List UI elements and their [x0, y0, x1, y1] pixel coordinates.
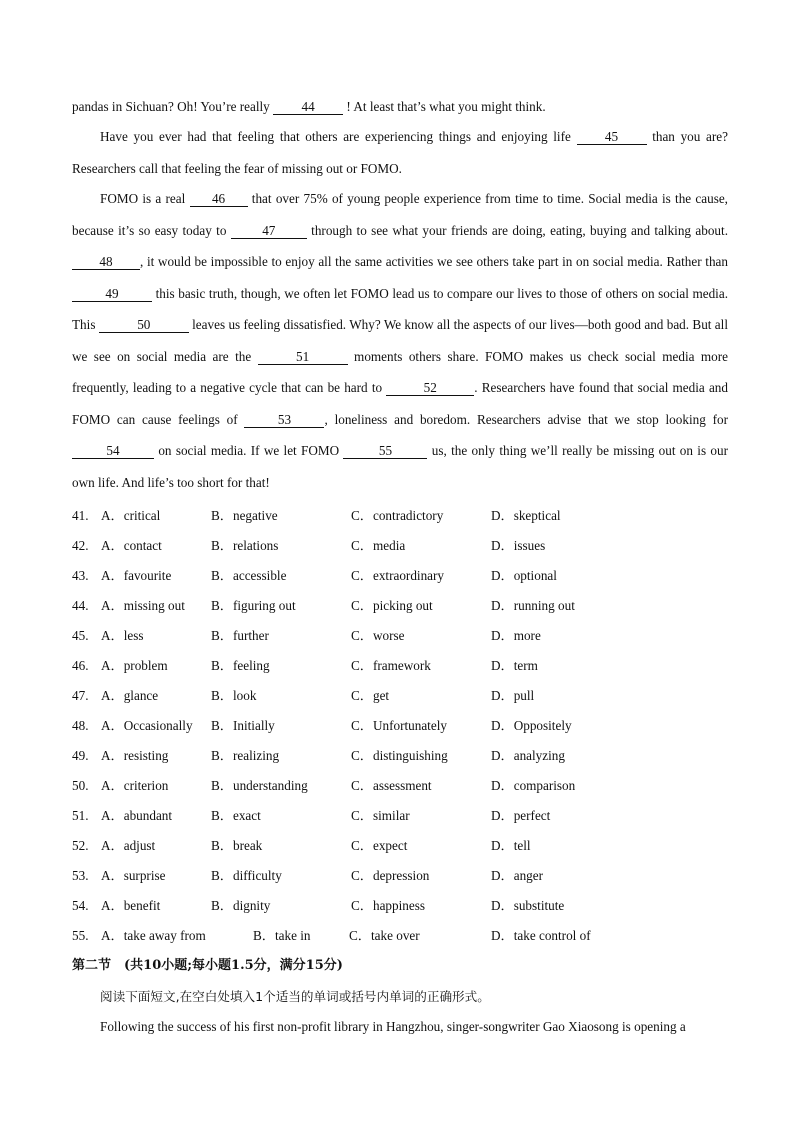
option-a: A．critical	[101, 508, 161, 523]
option-d: D．Oppositely	[491, 718, 572, 733]
option-c: C．take over	[349, 928, 420, 943]
option-a: A．surprise	[101, 868, 166, 883]
option-d: D．running out	[491, 598, 575, 613]
option-c: C．depression	[351, 868, 430, 883]
option-d: D．term	[491, 658, 538, 673]
option-row-53: 53. A．surprise B．difficulty C．depression D．anger	[72, 861, 728, 891]
option-b: B．take in	[253, 928, 311, 943]
option-b: B．dignity	[211, 898, 271, 913]
option-row-49: 49. A．resisting B．realizing C．distinguishing D．analyzing	[72, 741, 728, 771]
passage-paragraph-1: pandas in Sichuan? Oh! You’re really 44 ! At least that’s what you might think.	[72, 99, 546, 114]
option-c: C．expect	[351, 838, 408, 853]
option-d: D．take control of	[491, 928, 591, 943]
option-b: B．Initially	[211, 718, 275, 733]
option-c: C．extraordinary	[351, 568, 445, 583]
blank-51: 51	[258, 350, 348, 365]
option-b: B．accessible	[211, 568, 287, 583]
option-d: D．pull	[491, 688, 535, 703]
option-row-55: 55. A．take away from B．take in C．take over D．take control of	[72, 921, 728, 951]
option-d: D．issues	[491, 538, 546, 553]
option-b: B．figuring out	[211, 598, 296, 613]
option-row-54: 54. A．benefit B．dignity C．happiness D．substitute	[72, 891, 728, 921]
option-b: B．feeling	[211, 658, 270, 673]
passage-2-first-line: Following the success of his first non-profit library in Hangzhou, singer-songwriter Gao Xiaosong is opening a	[100, 1019, 686, 1034]
blank-47: 47	[231, 224, 307, 239]
blank-48: 48	[72, 255, 140, 270]
option-d: D．perfect	[491, 808, 551, 823]
option-b: B．exact	[211, 808, 261, 823]
blank-44: 44	[273, 100, 343, 115]
option-d: D．skeptical	[491, 508, 561, 523]
option-b: B．relations	[211, 538, 279, 553]
option-c: C．contradictory	[351, 508, 444, 523]
option-a: A．Occasionally	[101, 718, 193, 733]
option-a: A．resisting	[101, 748, 169, 763]
option-row-46: 46. A．problem B．feeling C．framework D．term	[72, 651, 728, 681]
option-c: C．picking out	[351, 598, 433, 613]
option-c: C．assessment	[351, 778, 432, 793]
option-c: C．Unfortunately	[351, 718, 447, 733]
option-c: C．media	[351, 538, 406, 553]
option-a: A．missing out	[101, 598, 185, 613]
option-c: C．worse	[351, 628, 405, 643]
passage-paragraph-2: Have you ever had that feeling that others are experiencing things and enjoying life 45 than you are? Researchers call that feeling the fear of missing out or FOMO.	[72, 129, 729, 176]
option-c: C．similar	[351, 808, 410, 823]
option-d: D．anger	[491, 868, 543, 883]
option-d: D．comparison	[491, 778, 576, 793]
option-a: A．favourite	[101, 568, 172, 583]
options-list	[72, 501, 728, 951]
option-a: A．take away from	[101, 928, 206, 943]
option-c: C．framework	[351, 658, 431, 673]
blank-52: 52	[386, 381, 474, 396]
option-b: B．understanding	[211, 778, 308, 793]
option-row-43: 43. A．favourite B．accessible C．extraordinary D．optional	[72, 561, 728, 591]
option-a: A．problem	[101, 658, 168, 673]
option-b: B．break	[211, 838, 263, 853]
option-d: D．tell	[491, 838, 531, 853]
option-a: A．criterion	[101, 778, 169, 793]
option-b: B．difficulty	[211, 868, 282, 883]
option-row-51: 51. A．abundant B．exact C．similar D．perfect	[72, 801, 728, 831]
option-a: A．less	[101, 628, 144, 643]
option-row-50: 50. A．criterion B．understanding C．assessment D．comparison	[72, 771, 728, 801]
blank-45: 45	[577, 130, 647, 145]
option-row-41: 41. A．critical B．negative C．contradictory D．skeptical	[72, 501, 728, 531]
section-heading: 第二节 (共10小题;每小题1.5分，满分15分)	[72, 958, 343, 973]
option-row-44: 44. A．missing out B．figuring out C．picking out D．running out	[72, 591, 728, 621]
option-d: D．analyzing	[491, 748, 565, 763]
blank-49: 49	[72, 287, 152, 302]
option-a: A．glance	[101, 688, 159, 703]
blank-53: 53	[244, 413, 324, 428]
blank-50: 50	[99, 318, 189, 333]
blank-46: 46	[190, 192, 248, 207]
option-a: A．abundant	[101, 808, 173, 823]
option-row-47: 47. A．glance B．look C．get D．pull	[72, 681, 728, 711]
option-a: A．benefit	[101, 898, 161, 913]
option-row-52: 52. A．adjust B．break C．expect D．tell	[72, 831, 728, 861]
option-b: B．negative	[211, 508, 278, 523]
option-c: C．get	[351, 688, 390, 703]
option-b: B．look	[211, 688, 257, 703]
option-b: B．further	[211, 628, 269, 643]
option-row-45: 45. A．less B．further C．worse D．more	[72, 621, 728, 651]
option-d: D．more	[491, 628, 541, 643]
blank-55: 55	[343, 444, 427, 459]
passage-paragraph-3: FOMO is a real 46 that over 75% of young people experience from time to time. Social media is the cause, because it’s so easy today to 47 through to see what your friends are doing, eating, buying and talking about. 48 , it would be impossible to enjoy all the same activities we see others take part in on social media. Rather than 49 this basic truth, though, we often let FOMO lead us to compare our lives to those of others on social media. This 50 leaves us feeling dissatisfied. Why? We know all the aspects of our lives—both good and bad. But all we see on social media are the 51 moments others share. FOMO makes us check social media more frequently, leading to a negative cycle that can be hard to 52 . Researchers have found that social media and FOMO can cause feelings of 53 , loneliness and boredom. Researchers advise that we stop looking for 54 on social media. If we let FOMO 55 us, the only thing we’ll really be missing out on is our own life. And life’s too short for that!	[72, 191, 728, 490]
option-row-48: 48. A．Occasionally B．Initially C．Unfortunately D．Oppositely	[72, 711, 728, 741]
option-c: C．happiness	[351, 898, 425, 913]
option-a: A．contact	[101, 538, 162, 553]
option-d: D．optional	[491, 568, 557, 583]
blank-54: 54	[72, 444, 154, 459]
section-instruction: 阅读下面短文,在空白处填入1个适当的单词或括号内单词的正确形式。	[100, 989, 490, 1004]
option-row-42: 42. A．contact B．relations C．media D．issues	[72, 531, 728, 561]
option-a: A．adjust	[101, 838, 156, 853]
option-c: C．distinguishing	[351, 748, 448, 763]
option-d: D．substitute	[491, 898, 565, 913]
option-b: B．realizing	[211, 748, 280, 763]
